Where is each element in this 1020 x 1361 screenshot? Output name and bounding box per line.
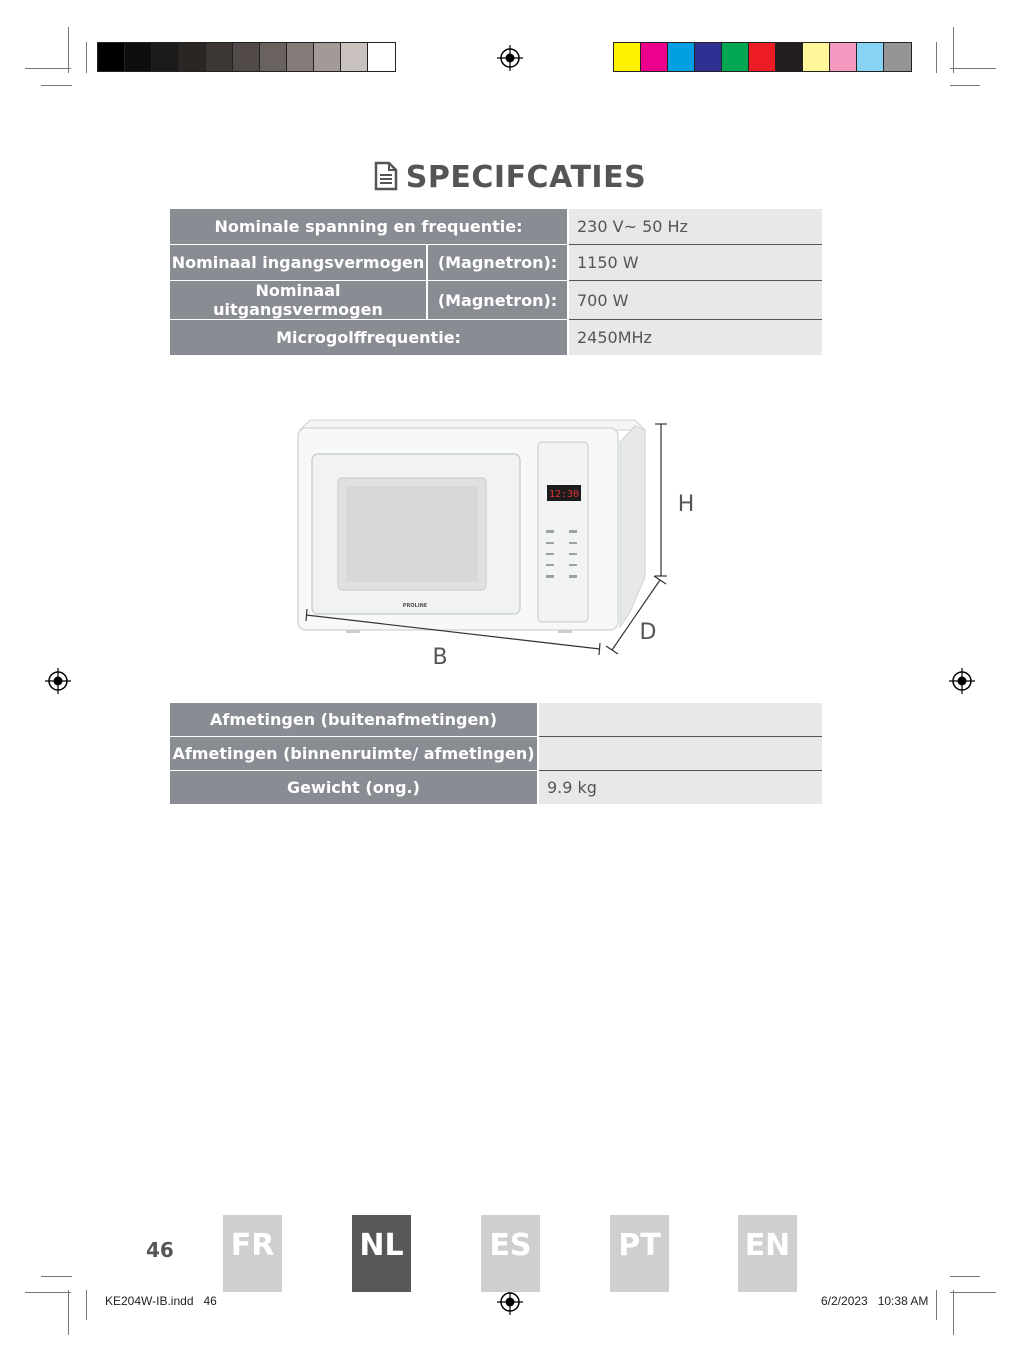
color-swatch — [776, 43, 803, 71]
document-icon — [374, 161, 398, 191]
dimension-label: Gewicht (ong.) — [170, 771, 538, 805]
color-swatch — [260, 43, 287, 71]
color-swatch — [98, 43, 125, 71]
crop-mark — [41, 85, 72, 86]
dimension-label: Afmetingen (buitenafmetingen) — [170, 703, 538, 737]
dimension-label: Afmetingen (binnenruimte/ afmetingen) — [170, 737, 538, 771]
crop-mark — [68, 1290, 69, 1335]
color-swatch — [206, 43, 233, 71]
crop-mark — [950, 85, 980, 86]
color-swatch — [749, 43, 776, 71]
spec-sublabel: (Magnetron): — [427, 245, 568, 281]
crop-mark — [950, 68, 996, 69]
crop-mark — [953, 27, 954, 73]
spec-value: 2450MHz — [568, 320, 822, 356]
table-row — [170, 737, 822, 771]
color-swatch — [830, 43, 857, 71]
language-tab-es[interactable]: ES — [481, 1215, 540, 1292]
table-row — [170, 703, 822, 737]
crop-mark — [25, 1292, 71, 1293]
page-number: 46 — [146, 1238, 174, 1262]
registration-mark-icon — [45, 668, 71, 694]
color-swatch — [152, 43, 179, 71]
specifications-table — [170, 209, 822, 355]
section-title-text: SPECIFCATIES — [405, 160, 647, 195]
color-swatch — [614, 43, 641, 71]
dimensions-table — [170, 703, 822, 804]
color-swatch — [668, 43, 695, 71]
color-swatch — [722, 43, 749, 71]
section-title — [0, 160, 1020, 195]
display-time: 12:30 — [548, 489, 580, 500]
language-tab-fr[interactable]: FR — [223, 1215, 282, 1292]
spec-value: 700 W — [568, 281, 822, 320]
crop-mark — [950, 1292, 996, 1293]
color-swatch — [287, 43, 314, 71]
dimension-d-label: D — [639, 620, 657, 645]
spec-label: Microgolffrequentie: — [170, 320, 568, 356]
language-tab-pt[interactable]: PT — [610, 1215, 669, 1292]
dimension-value — [538, 703, 822, 737]
color-swatch — [641, 43, 668, 71]
dimension-b-label: B — [432, 645, 448, 670]
microwave-illustration — [290, 412, 710, 672]
color-swatch — [695, 43, 722, 71]
footer-datetime: 6/2/2023 10:38 AM — [821, 1294, 929, 1308]
crop-mark — [41, 1276, 72, 1277]
spec-label: Nominale spanning en frequentie: — [170, 209, 568, 245]
color-swatch — [233, 43, 260, 71]
table-row — [170, 320, 822, 356]
crop-mark — [25, 68, 71, 69]
dimension-value — [538, 737, 822, 771]
table-row — [170, 771, 822, 805]
crop-mark — [86, 1290, 87, 1320]
crop-mark — [950, 1276, 980, 1277]
table-row — [170, 281, 822, 320]
spec-label: Nominaal ingangsvermogen — [170, 245, 427, 281]
spec-sublabel: (Magnetron): — [427, 281, 568, 320]
registration-mark-icon — [949, 668, 975, 694]
registration-mark-icon — [497, 45, 523, 71]
language-tab-nl[interactable]: NL — [352, 1215, 411, 1292]
brand-label: PROLINE — [402, 603, 428, 609]
spec-value: 230 V~ 50 Hz — [568, 209, 822, 245]
color-swatch — [125, 43, 152, 71]
dimension-h-label: H — [677, 492, 695, 517]
table-row — [170, 209, 822, 245]
color-swatch — [179, 43, 206, 71]
grayscale-color-bar — [97, 42, 396, 72]
color-swatch — [803, 43, 830, 71]
language-tab-en[interactable]: EN — [738, 1215, 797, 1292]
color-swatch — [341, 43, 368, 71]
spec-label: Nominaal uitgangsvermogen — [170, 281, 427, 320]
process-color-bar — [613, 42, 912, 72]
crop-mark — [953, 1290, 954, 1335]
spec-value: 1150 W — [568, 245, 822, 281]
crop-mark — [68, 27, 69, 73]
color-swatch — [368, 43, 395, 71]
crop-mark — [86, 42, 87, 73]
crop-mark — [936, 1290, 937, 1320]
color-swatch — [314, 43, 341, 71]
table-row — [170, 245, 822, 281]
color-swatch — [884, 43, 911, 71]
footer-filename: KE204W-IB.indd 46 — [105, 1294, 217, 1308]
registration-mark-icon — [497, 1289, 523, 1315]
crop-mark — [936, 42, 937, 73]
dimension-value: 9.9 kg — [538, 771, 822, 805]
color-swatch — [857, 43, 884, 71]
